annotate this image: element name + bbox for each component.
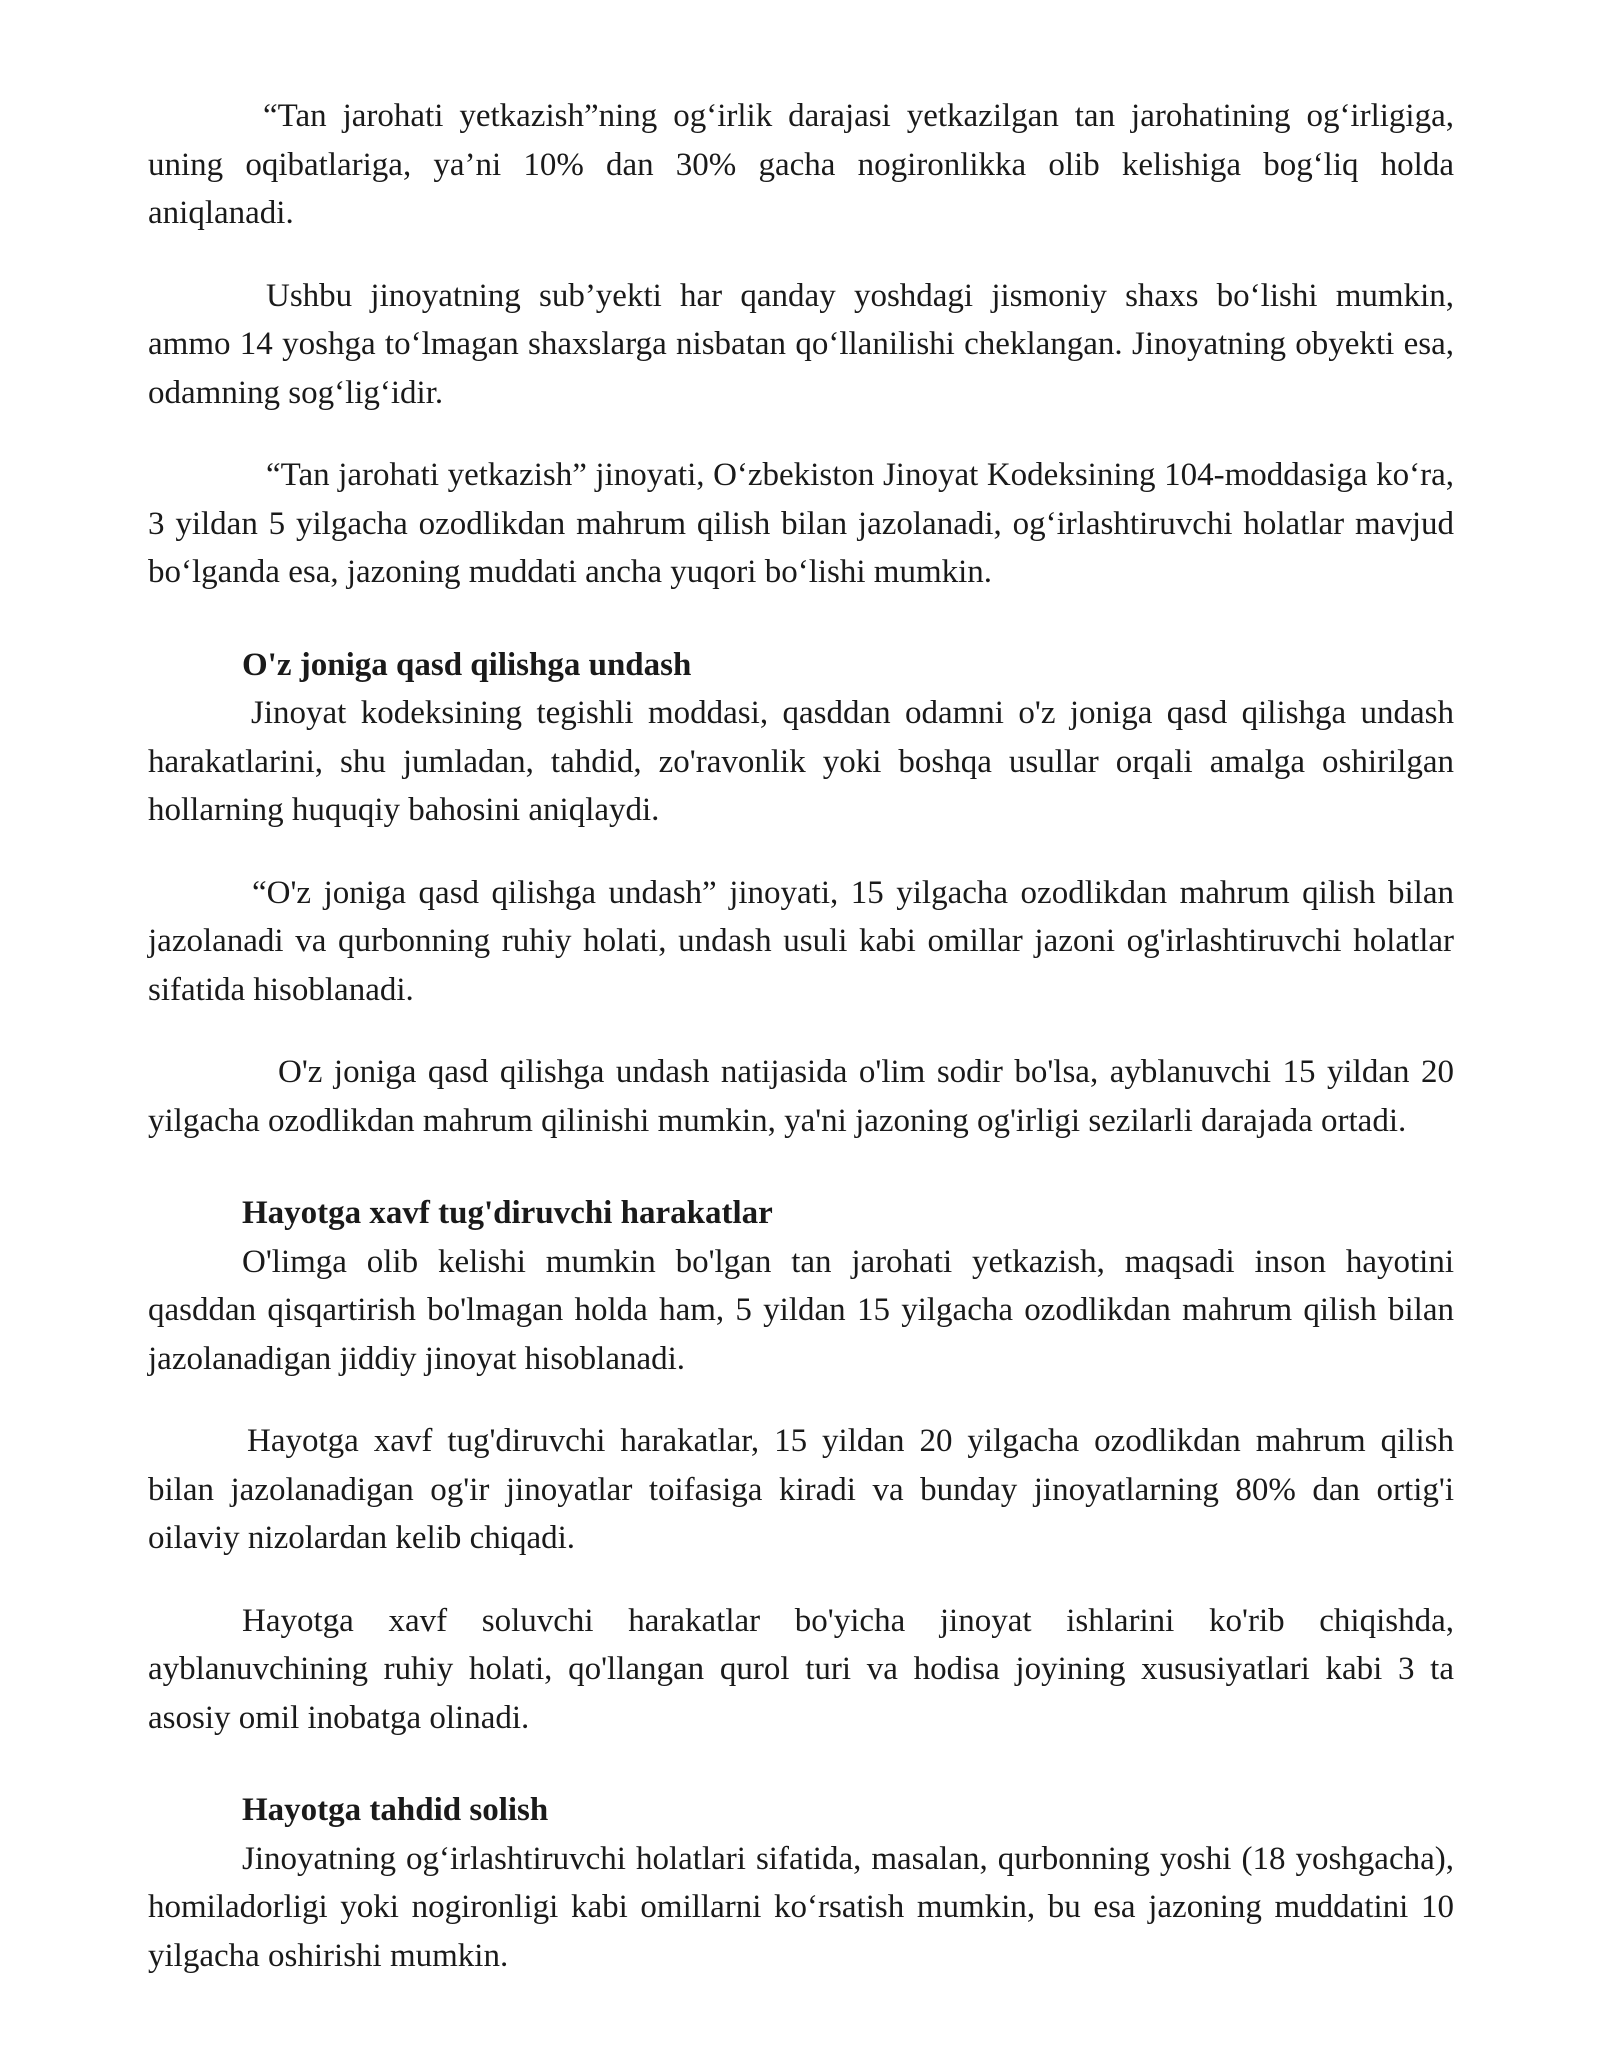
- paragraph-article-104: “Tan jarohati yetkazish” jinoyati, Oʻzbekiston Jinoyat Kodeksining 104-moddasiga koʻra, 3 yildan 5 yilgacha ozodlikdan mahrum qilish bilan jazolanadi, ogʻirlashtiruvchi holatlar mavjud boʻlganda esa, jazoning muddati ancha yuqori boʻlishi mumkin.: [148, 457, 1454, 590]
- paragraph-aggravating-circumstances: Jinoyatning ogʻirlashtiruvchi holatlari sifatida, masalan, qurbonning yoshi (18 yoshgacha), homiladorligi yoki nogironligi kabi omillarni koʻrsatish mumkin, bu esa jazoning muddatini 10 yilgacha oshirishi mumkin.: [148, 1840, 1454, 1974]
- paragraph-fatal-injury: O'limga olib kelishi mumkin bo'lgan tan jarohati yetkazish, maqsadi inson hayotini qasddan qisqartirish bo'lmagan holda ham, 5 yildan 15 yilgacha ozodlikdan mahrum qilish bilan jazolanadigan jiddiy jinoyat hisoblanadi.: [148, 1243, 1454, 1377]
- paragraph-injury-severity: “Tan jarohati yetkazish”ning ogʻirlik darajasi yetkazilgan tan jarohatining ogʻirligiga, uning oqibatlariga, ya’ni 10% dan 30% gacha nogironlikka olib kelishiga bogʻliq holda aniqlanadi.: [148, 98, 1454, 231]
- section-heading-life-threatening-acts: Hayotga xavf tug'diruvchi harakatlar: [242, 1195, 773, 1231]
- paragraph-life-threatening-penalty: Hayotga xavf tug'diruvchi harakatlar, 15 yildan 20 yilgacha ozodlikdan mahrum qilish bilan jazolanadigan og'ir jinoyatlar toifasiga kiradi va bunday jinoyatlarning 80% dan ortig'i oilaviy nizolardan kelib chiqadi.: [148, 1423, 1454, 1556]
- document-page: [148, 92, 1454, 1980]
- paragraph-case-review-factors: Hayotga xavf soluvchi harakatlar bo'yicha jinoyat ishlarini ko'rib chiqishda, ayblanuvchining ruhiy holati, qo'llangan qurol turi va hodisa joyining xususiyatlari kabi 3 ta asosiy omil inobatga olinadi.: [148, 1602, 1454, 1736]
- paragraph-suicide-incitement-definition: Jinoyat kodeksining tegishli moddasi, qasddan odamni o'z joniga qasd qilishga undash harakatlarini, shu jumladan, tahdid, zo'ravonlik yoki boshqa usullar orqali amalga oshirilgan hollarning huquqiy bahosini aniqlaydi.: [148, 695, 1454, 828]
- section-heading-suicide-incitement: O'z joniga qasd qilishga undash: [242, 646, 692, 683]
- paragraph-suicide-incitement-penalty: “O'z joniga qasd qilishga undash” jinoyati, 15 yilgacha ozodlikdan mahrum qilish bilan jazolanadi va qurbonning ruhiy holati, undash usuli kabi omillar jazoni og'irlashtiruvchi holatlar sifatida hisoblanadi.: [148, 874, 1454, 1008]
- paragraph-suicide-incitement-death: O'z joniga qasd qilishga undash natijasida o'lim sodir bo'lsa, ayblanuvchi 15 yildan 20 yilgacha ozodlikdan mahrum qilinishi mumkin, ya'ni jazoning og'irligi sezilarli darajada ortadi.: [148, 1054, 1454, 1139]
- paragraph-subject-of-crime: Ushbu jinoyatning sub’yekti har qanday yoshdagi jismoniy shaxs boʻlishi mumkin, ammo 14 yoshga toʻlmagan shaxslarga nisbatan qoʻllanilishi cheklangan. Jinoyatning obyekti esa, odamning sogʻligʻidir.: [148, 277, 1454, 411]
- section-heading-threat-to-life: Hayotga tahdid solish: [242, 1792, 549, 1828]
